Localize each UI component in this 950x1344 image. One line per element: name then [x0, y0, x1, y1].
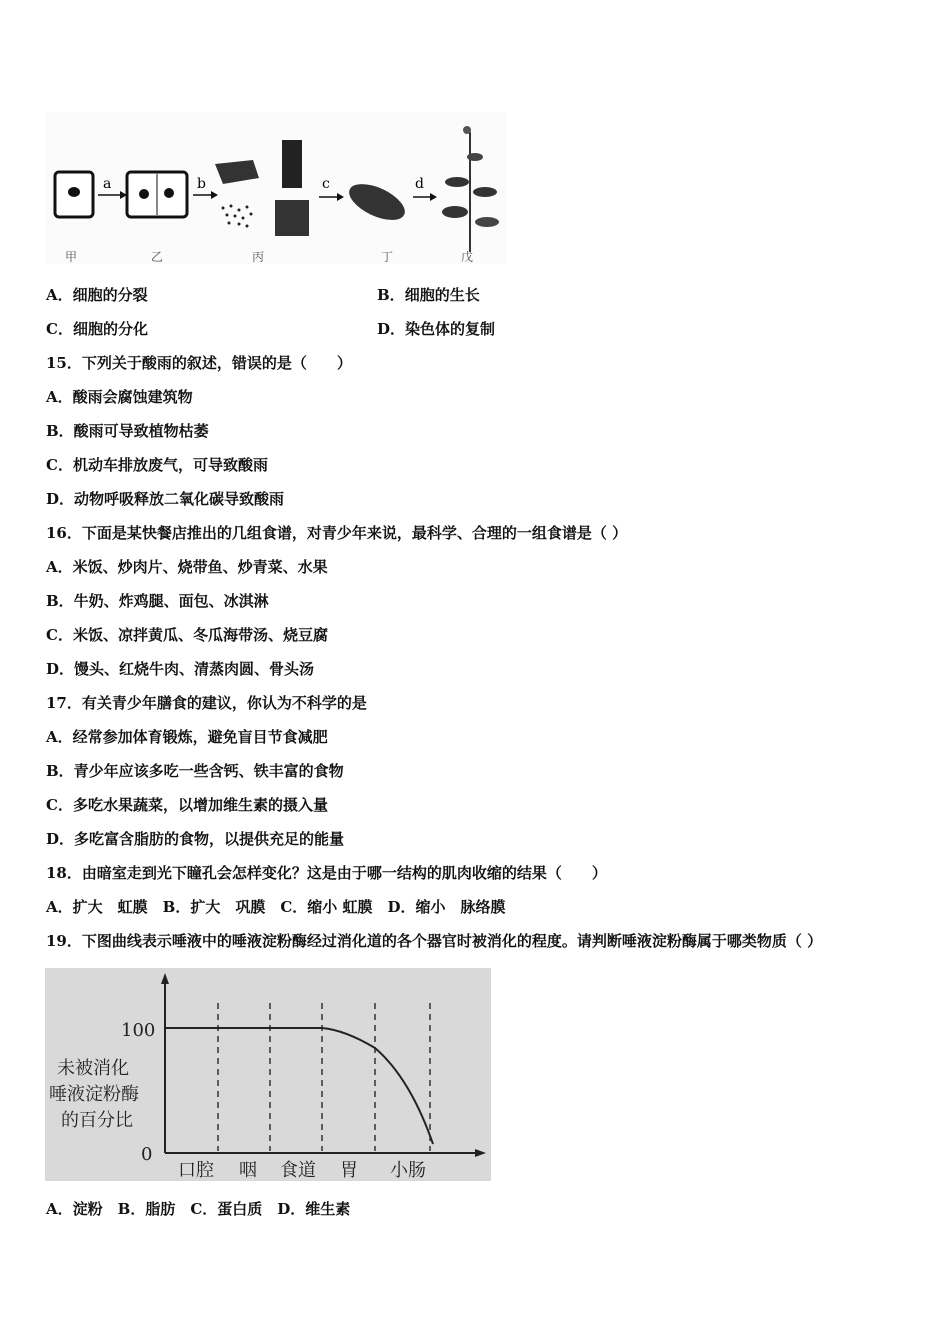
svg-text:口腔: 口腔 [178, 1160, 214, 1181]
q16-stem: 16．下面是某快餐店推出的几组食谱，对青少年来说，最科学、合理的一组食谱是（ ） [46, 524, 628, 542]
q15-option-a: A．酸雨会腐蚀建筑物 [46, 388, 193, 406]
svg-text:乙: 乙 [151, 250, 164, 264]
svg-text:戊: 戊 [461, 250, 474, 264]
q15-option-c: C．机动车排放废气，可导致酸雨 [46, 456, 268, 474]
q16-option-b: B．牛奶、炸鸡腿、面包、冰淇淋 [46, 592, 269, 610]
q15-stem: 15．下列关于酸雨的叙述，错误的是（ ） [46, 354, 352, 372]
q16-option-d: D．馒头、红烧牛肉、清蒸肉圆、骨头汤 [46, 660, 315, 678]
svg-text:丁: 丁 [381, 250, 394, 264]
q19-options: A．淀粉 B．脂肪 C．蛋白质 D．维生素 [46, 1200, 351, 1218]
cell-development-figure [45, 112, 507, 264]
svg-text:胃: 胃 [340, 1160, 358, 1181]
svg-text:未被消化: 未被消化 [57, 1058, 129, 1079]
q17-option-d: D．多吃富含脂肪的食物，以提供充足的能量 [46, 830, 345, 848]
svg-text:唾液淀粉酶: 唾液淀粉酶 [49, 1084, 139, 1105]
q19-stem: 19．下图曲线表示唾液中的唾液淀粉酶经过消化道的各个器官时被消化的程度。请判断唾液淀粉酶属于哪类物质（ ） [46, 932, 823, 950]
q14-option-d: D．染色体的复制 [377, 320, 496, 338]
q14-option-b: B．细胞的生长 [377, 286, 480, 304]
svg-text:d: d [415, 176, 424, 192]
svg-text:的百分比: 的百分比 [61, 1110, 133, 1131]
svg-text:食道: 食道 [280, 1160, 316, 1181]
q18-stem: 18．由暗室走到光下瞳孔会怎样变化？这是由于哪一结构的肌肉收缩的结果（ ） [46, 864, 607, 882]
svg-text:0: 0 [141, 1144, 153, 1165]
svg-text:小肠: 小肠 [390, 1160, 426, 1181]
q17-stem: 17．有关青少年膳食的建议，你认为不科学的是 [46, 694, 367, 712]
q18-options: A．扩大 虹膜 B．扩大 巩膜 C．缩小 虹膜 D．缩小 脉络膜 [46, 898, 506, 916]
svg-text:咽: 咽 [239, 1160, 257, 1181]
svg-text:a: a [103, 176, 112, 192]
q14-option-c: C．细胞的分化 [46, 320, 148, 338]
digestion-curve-figure [45, 968, 491, 1181]
q17-option-c: C．多吃水果蔬菜，以增加维生素的摄入量 [46, 796, 328, 814]
q14-option-a: A．细胞的分裂 [46, 286, 148, 304]
q17-option-a: A．经常参加体育锻炼，避免盲目节食减肥 [46, 728, 328, 746]
q16-option-a: A．米饭、炒肉片、烧带鱼、炒青菜、水果 [46, 558, 328, 576]
q15-option-d: D．动物呼吸释放二氧化碳导致酸雨 [46, 490, 285, 508]
q15-option-b: B．酸雨可导致植物枯萎 [46, 422, 209, 440]
q16-option-c: C．米饭、凉拌黄瓜、冬瓜海带汤、烧豆腐 [46, 626, 328, 644]
q17-option-b: B．青少年应该多吃一些含钙、铁丰富的食物 [46, 762, 344, 780]
svg-text:100: 100 [121, 1020, 156, 1041]
svg-text:c: c [322, 176, 330, 192]
svg-text:甲: 甲 [65, 250, 78, 264]
svg-text:b: b [197, 176, 206, 192]
svg-text:丙: 丙 [252, 250, 265, 264]
